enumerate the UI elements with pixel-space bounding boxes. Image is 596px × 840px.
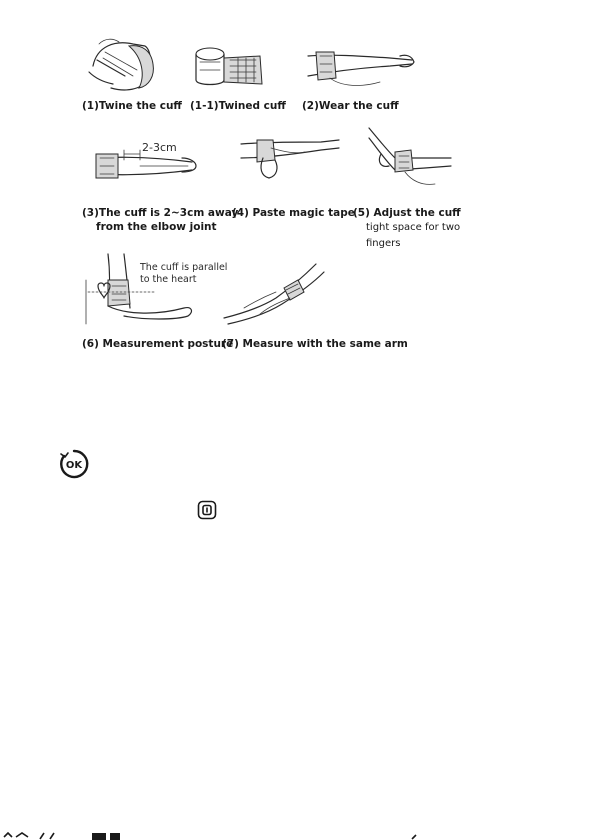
step-5-caption-line-2: tight space for two xyxy=(366,222,461,233)
step-5-caption-line-3: fingers xyxy=(366,238,401,249)
same-arm-illustration xyxy=(220,262,326,326)
step-6-caption: (6) Measurement posture xyxy=(82,338,234,350)
wear-cuff-illustration xyxy=(300,42,420,92)
step-3-caption-line-2: from the elbow joint xyxy=(96,221,217,233)
step-1-1-caption: (1-1)Twined cuff xyxy=(190,100,286,112)
step-4-caption: (4) Paste magic tape xyxy=(232,207,355,219)
step-5-caption-line-1: (5) Adjust the cuff xyxy=(353,207,461,219)
cuff-distance-label: 2-3cm xyxy=(142,141,177,154)
step-1-caption: (1)Twine the cuff xyxy=(82,100,182,112)
step-7-caption: (7) Measure with the same arm xyxy=(222,338,408,350)
twined-cuff-illustration xyxy=(190,40,270,94)
step-2-caption: (2)Wear the cuff xyxy=(302,100,399,112)
ok-icon xyxy=(58,448,90,480)
posture-note-line-1: The cuff is parallel xyxy=(140,262,228,273)
footer-fragment xyxy=(0,826,140,840)
posture-note-line-2: to the heart xyxy=(140,274,197,285)
footer-fragment-right xyxy=(408,826,428,840)
adjust-cuff-illustration xyxy=(365,124,455,192)
twine-cuff-illustration xyxy=(85,36,165,94)
power-button-icon xyxy=(197,500,217,520)
step-3-caption-line-1: (3)The cuff is 2~3cm away xyxy=(82,207,239,219)
ok-icon-label: OK xyxy=(65,460,83,471)
paste-tape-illustration xyxy=(235,128,345,182)
